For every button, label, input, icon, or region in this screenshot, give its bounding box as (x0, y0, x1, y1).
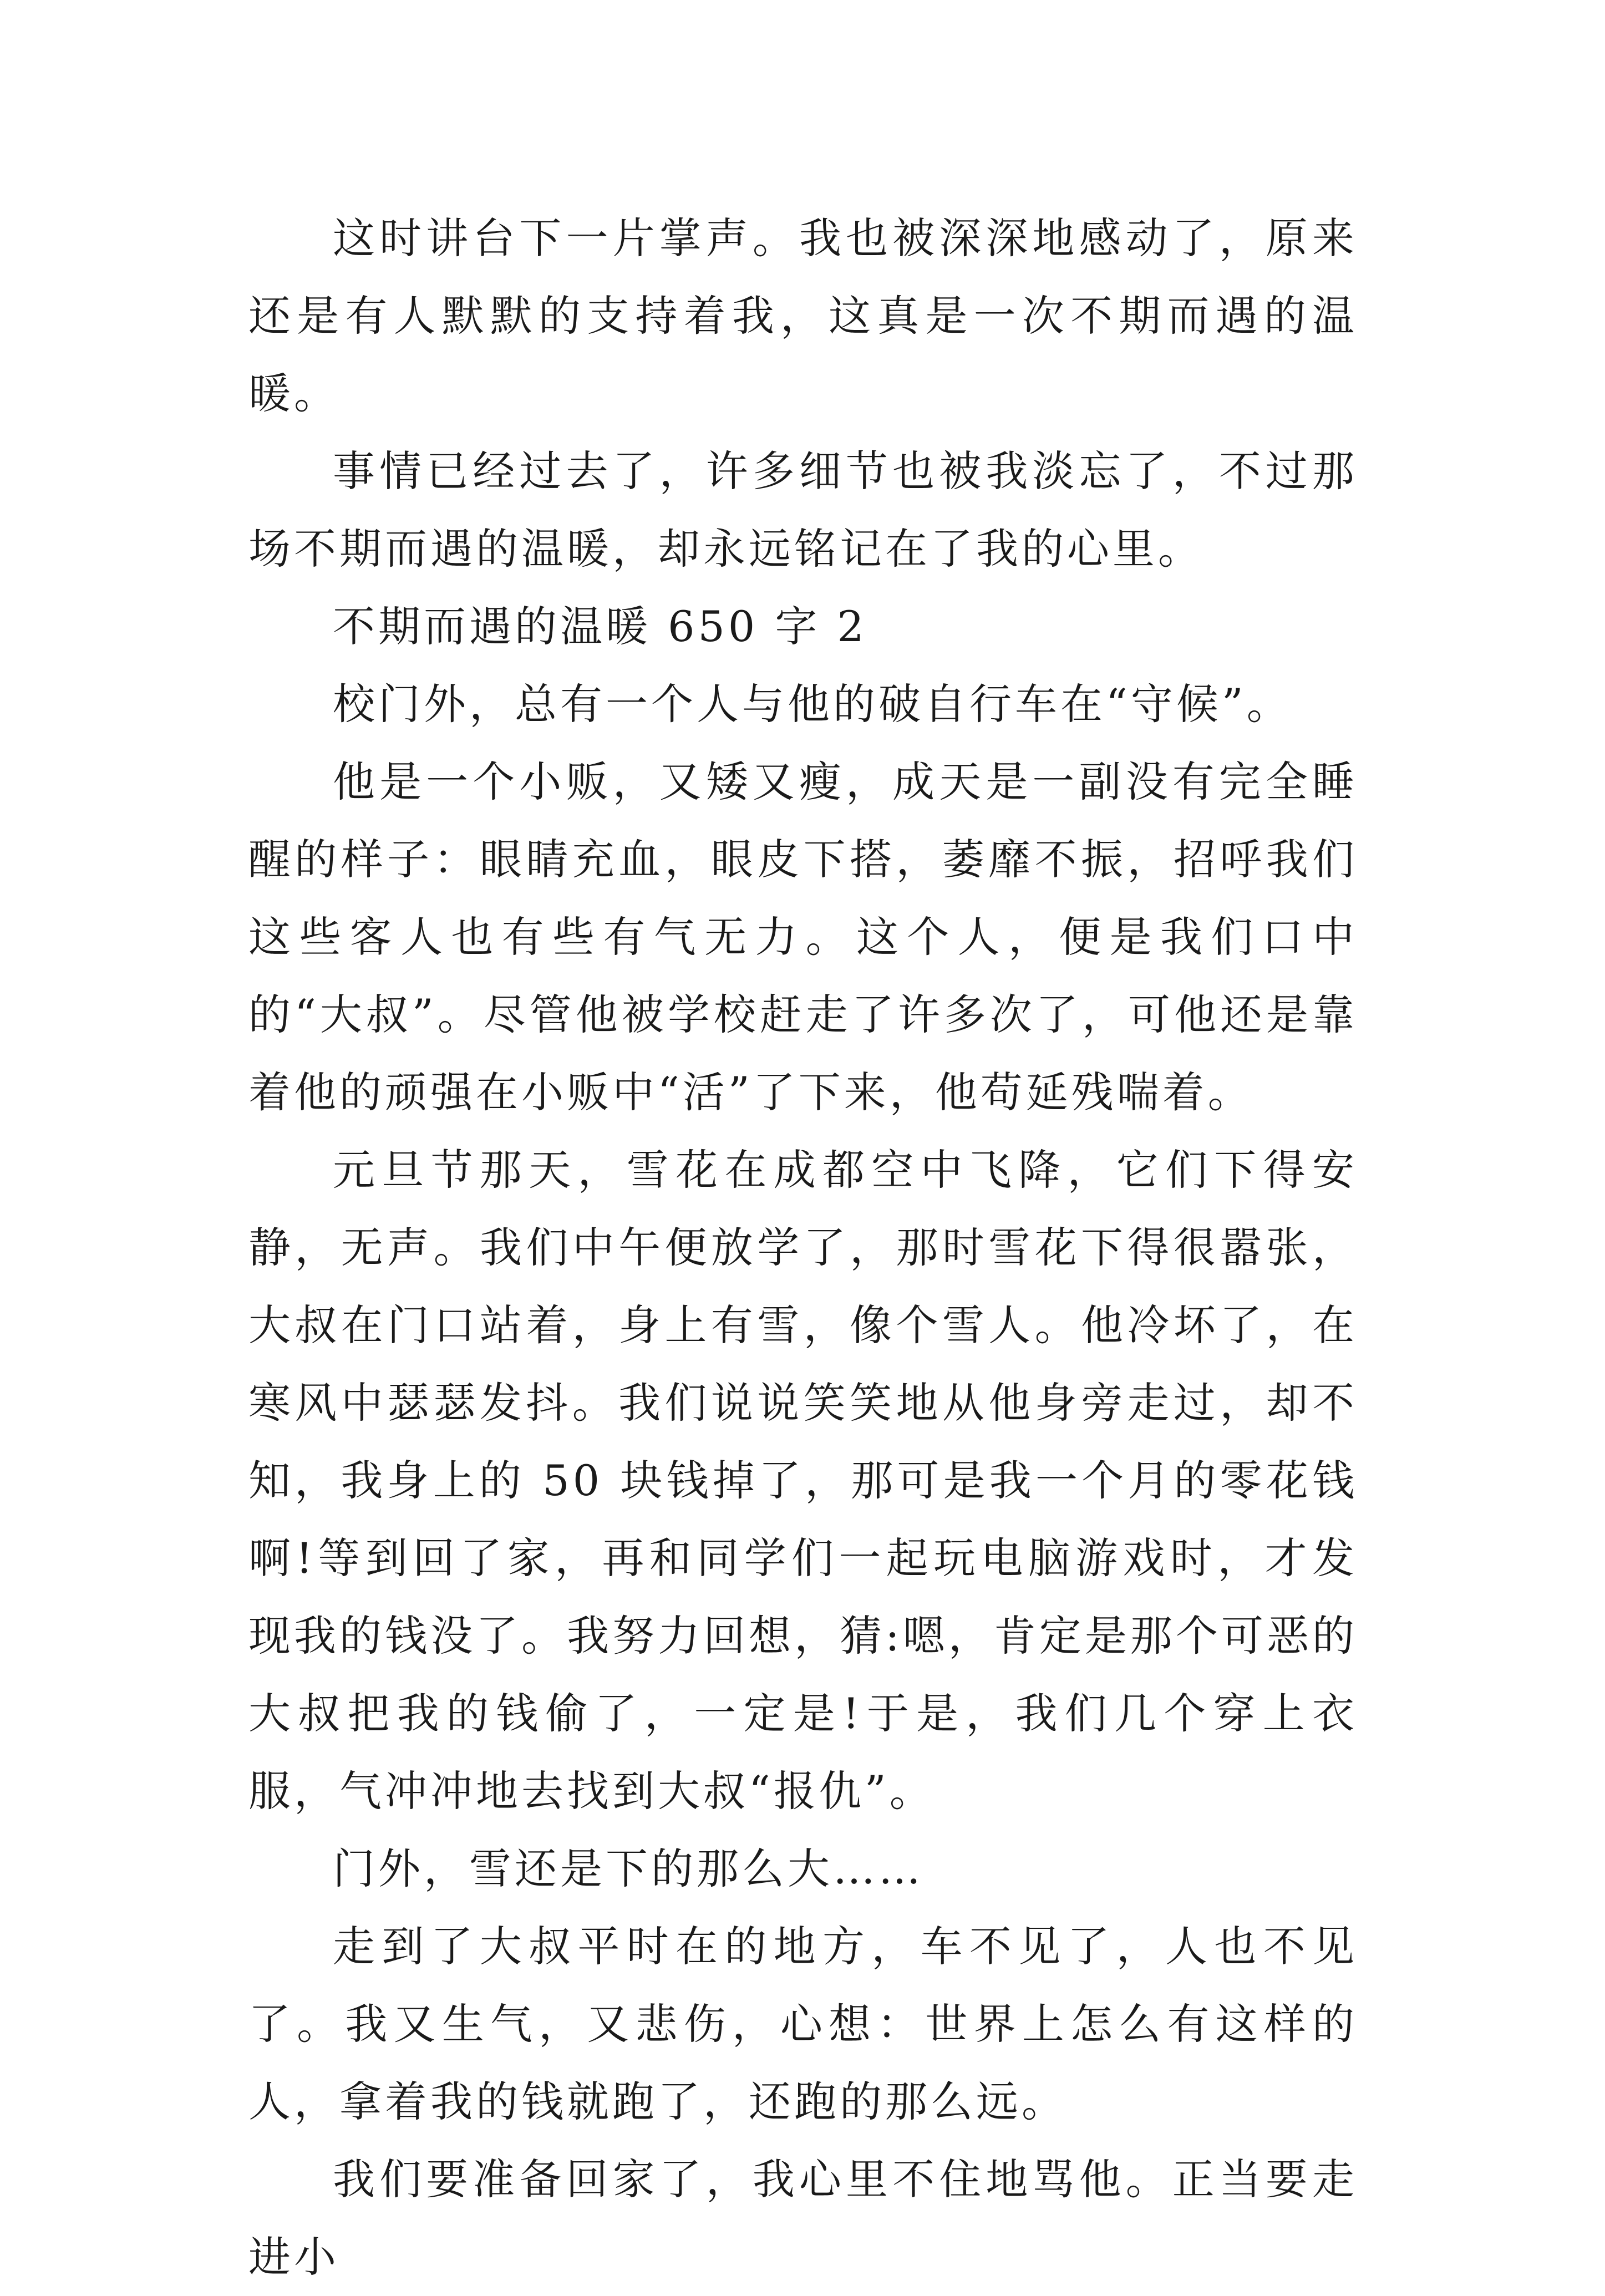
paragraph-vendor: 他是一个小贩，又矮又瘦，成天是一副没有完全睡醒的样子：眼睛充血，眼皮下搭，萎靡不振，招呼我们这些客人也有些有气无力。这个人，便是我们口中的“大叔”。尽管他被学校赶走了许多次了，可他还是靠着他的顽强在小贩中“活”了下来，他苟延残喘着。 (248, 757, 1358, 1117)
paragraph-memory: 事情已经过去了，许多细节也被我淡忘了，不过那场不期而遇的温暖，却永远铭记在了我的心里。 (248, 446, 1358, 573)
paragraph-applause: 这时讲台下一片掌声。我也被深深地感动了，原来还是有人默默的支持着我，这真是一次不期而遇的温暖。 (248, 214, 1358, 418)
paragraph-outside: 门外，雪还是下的那么大…… (333, 1844, 924, 1893)
document-body (248, 200, 1358, 2296)
paragraph-search: 走到了大叔平时在的地方，车不见了，人也不见了。我又生气，又悲伤，心想：世界上怎么有这样的人，拿着我的钱就跑了，还跑的那么远。 (248, 1922, 1358, 2126)
section-heading: 不期而遇的温暖 650 字 2 (333, 602, 867, 651)
paragraph-going-home: 我们要准备回家了，我心里不住地骂他。正当要走进小 (248, 2155, 1358, 2282)
paragraph-new-year-snow: 元旦节那天，雪花在成都空中飞降，它们下得安静，无声。我们中午便放学了，那时雪花下得很嚣张，大叔在门口站着，身上有雪，像个雪人。他冷坏了，在寒风中瑟瑟发抖。我们说说笑笑地从他身旁走过，却不知，我身上的 50 块钱掉了，那可是我一个月的零花钱啊!等到回了家，再和同学们一起玩电脑游戏时，才发现我的钱没了。我努力回想，猜:嗯，肯定是那个可恶的大叔把我的钱偷了，一定是!于是，我们几个穿上衣服，气冲冲地去找到大叔“报仇”。 (248, 1145, 1358, 1816)
paragraph-school-gate: 校门外，总有一个人与他的破自行车在“守候”。 (333, 679, 1292, 729)
